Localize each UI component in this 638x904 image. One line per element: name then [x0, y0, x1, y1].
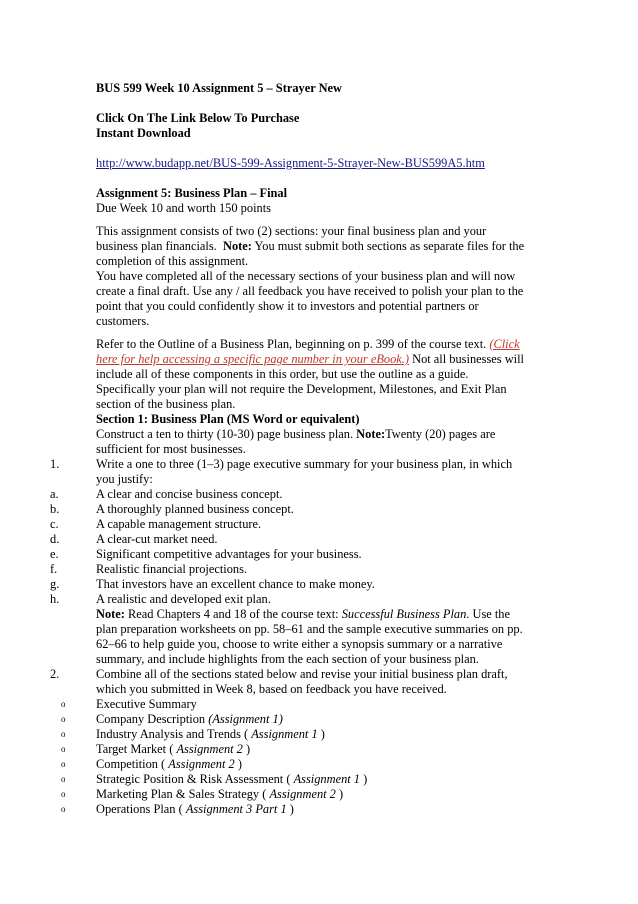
bullet-marketing-plan: o Marketing Plan & Sales Strategy ( Assignment 2 ) [61, 787, 344, 801]
list-item-2: 2. Combine all of the sections stated below and revise your initial business plan draft, which you submitted in Week 8, based on feedback you have received. [50, 667, 508, 696]
purchase-line-1: Click On The Link Below To Purchase [96, 111, 300, 125]
note-line1: Note: Read Chapters 4 and 18 of the course text: Successful Business Plan. Use the [96, 607, 510, 621]
para3-line2: here for help accessing a specific page number in your eBook.) Not all businesses will [96, 352, 524, 366]
bullet-marker: o [61, 804, 66, 814]
sub-item-d: d. A clear-cut market need. [50, 532, 218, 546]
para3-line5: section of the business plan. [96, 397, 236, 411]
sub-item-a: a. A clear and concise business concept. [50, 487, 283, 501]
para2-line1: You have completed all of the necessary sections of your business plan and will now [96, 269, 516, 283]
para1-line1: This assignment consists of two (2) sections: your final business plan and your [96, 224, 487, 238]
ebook-help-link-part2[interactable]: here for help accessing a specific page number in your eBook.) [96, 352, 410, 366]
bullet-company-description: o Company Description (Assignment 1) [61, 712, 283, 726]
purchase-line-2: Instant Download [96, 126, 191, 140]
doc-title: BUS 599 Week 10 Assignment 5 – Strayer New [96, 81, 342, 95]
sub-item-h: h. A realistic and developed exit plan. [50, 592, 271, 606]
para3-line4: Specifically your plan will not require the Development, Milestones, and Exit Plan [96, 382, 507, 396]
sub-item-f: f. Realistic financial projections. [50, 562, 248, 576]
document-content [50, 81, 546, 817]
sub-item-g: g. That investors have an excellent chance to make money. [50, 577, 375, 591]
para3-line1: Refer to the Outline of a Business Plan, beginning on p. 399 of the course text. (Click [96, 337, 520, 351]
bullet-competition: o Competition ( Assignment 2 ) [61, 757, 242, 771]
bullet-marker: o [61, 729, 66, 739]
para2-line3: point that you could confidently show it to investors and potential partners or [96, 299, 479, 313]
bullet-strategic-position: o Strategic Position & Risk Assessment ( Assignment 1 ) [61, 772, 368, 786]
sub-item-c: c. A capable management structure. [50, 517, 262, 531]
purchase-link[interactable]: http://www.budapp.net/BUS-599-Assignment-5-Strayer-New-BUS599A5.htm [96, 156, 485, 170]
section1-line1: Construct a ten to thirty (10-30) page business plan. Note:Twenty (20) pages are [96, 427, 496, 441]
bullet-industry-analysis: o Industry Analysis and Trends ( Assignment 1 ) [61, 727, 325, 741]
para1-line2: business plan financials. Note: You must submit both sections as separate files for the [96, 239, 525, 253]
list-marker: 2. [50, 667, 60, 681]
bullet-executive-summary: o Executive Summary [61, 697, 197, 711]
para2-line2: create a final draft. Use any / all feedback you have received to polish your plan to the [96, 284, 524, 298]
section1-line2: sufficient for most businesses. [96, 442, 246, 456]
sub-item-b: b. A thoroughly planned business concept. [50, 502, 294, 516]
sub-item-e: e. Significant competitive advantages for your business. [50, 547, 362, 561]
bullet-marker: o [61, 789, 66, 799]
para2-line4: customers. [96, 314, 150, 328]
bullet-operations-plan: o Operations Plan ( Assignment 3 Part 1 ) [61, 802, 294, 816]
bullet-marker: o [61, 744, 66, 754]
list-item-1: 1. Write a one to three (1–3) page executive summary for your business plan, in which you justify: [50, 457, 513, 486]
assignment-heading: Assignment 5: Business Plan – Final [96, 186, 288, 200]
bullet-marker: o [61, 774, 66, 784]
bullet-marker: o [61, 699, 66, 709]
ebook-help-link-part1[interactable]: (Click [489, 337, 520, 351]
note-line3: 62–66 to help guide you, choose to write either a synopsis summary or a narrative [96, 637, 503, 651]
para1-line3: completion of this assignment. [96, 254, 249, 268]
due-line: Due Week 10 and worth 150 points [96, 201, 271, 215]
note-line2: plan preparation worksheets on pp. 58–61 and the sample executive summaries on pp. [96, 622, 523, 636]
list-marker: 1. [50, 457, 60, 471]
note-line4: summary, and include highlights from the each section of your business plan. [96, 652, 479, 666]
bullet-marker: o [61, 714, 66, 724]
para3-line3: include all of these components in this order, but use the outline as a guide. [96, 367, 469, 381]
bullet-target-market: o Target Market ( Assignment 2 ) [61, 742, 251, 756]
bullet-marker: o [61, 759, 66, 769]
section1-heading: Section 1: Business Plan (MS Word or equivalent) [96, 412, 360, 426]
